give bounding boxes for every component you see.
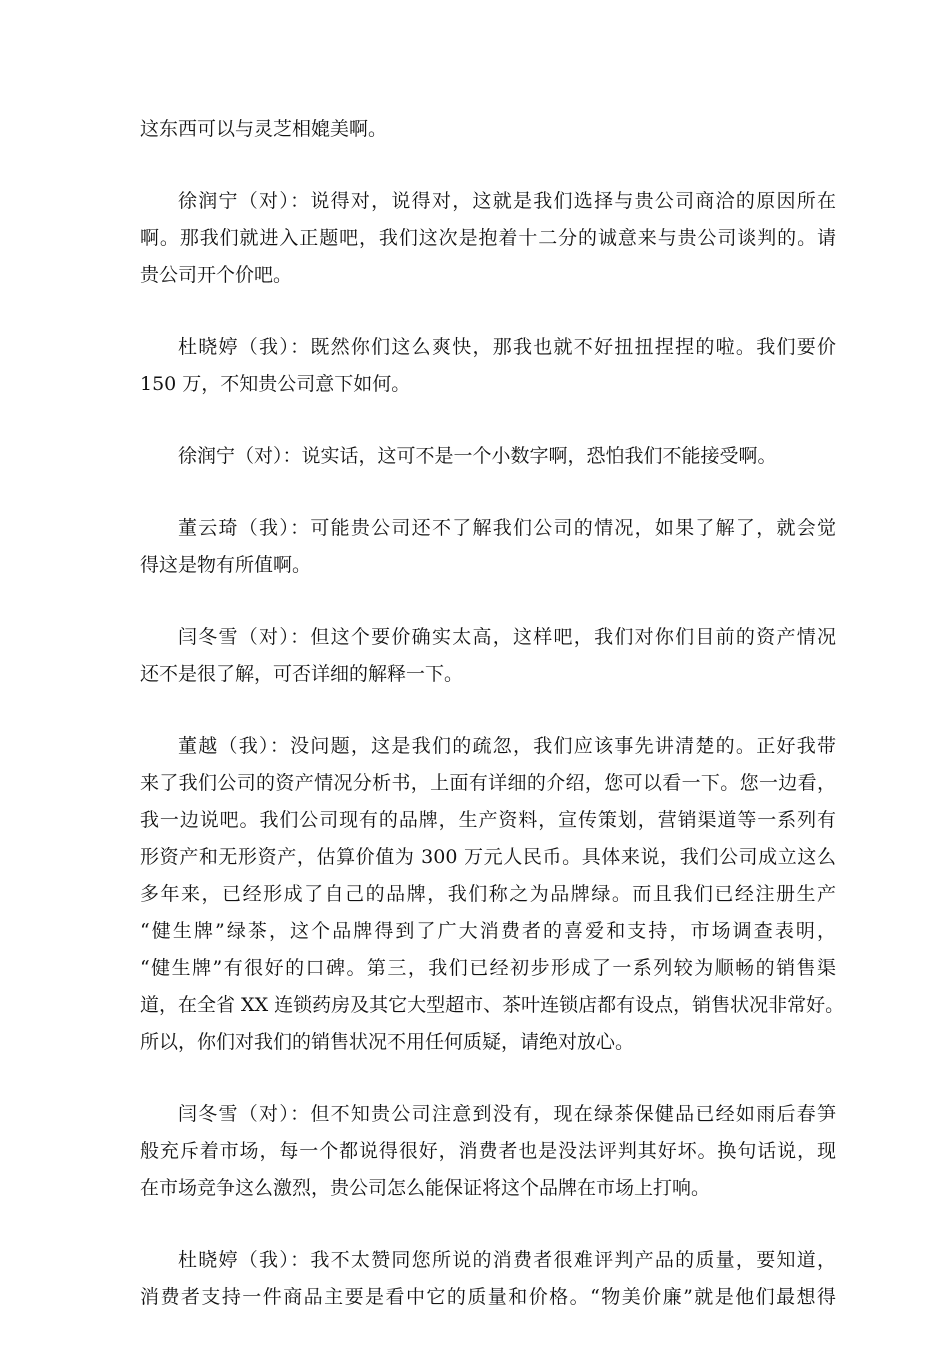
paragraph-8 (140, 1096, 836, 1207)
text-line: 我一边说吧。我们公司现有的品牌，生产资料，宣传策划，营销渠道等一系列有 (140, 809, 836, 831)
text-line: 来了我们公司的资产情况分析书，上面有详细的介绍，您可以看一下。您一边看， (140, 772, 836, 794)
text-line: 徐润宁（对）：说实话，这可不是一个小数字啊，恐怕我们不能接受啊。 (178, 445, 777, 467)
text-line: 贵公司开个价吧。 (140, 264, 293, 286)
text-line: 形资产和无形资产，估算价值为 300 万元人民币。具体来说，我们公司成立这么 (140, 846, 836, 868)
paragraph-3 (140, 329, 836, 403)
paragraph-9 (140, 1242, 836, 1316)
text-line: 般充斥着市场，每一个都说得很好，消费者也是没法评判其好坏。换句话说，现 (140, 1140, 836, 1162)
text-line: 得这是物有所值啊。 (140, 554, 312, 576)
text-line: 董越（我）：没问题，这是我们的疏忽，我们应该事先讲清楚的。正好我带 (178, 735, 836, 757)
text-line: 还不是很了解，可否详细的解释一下。 (140, 663, 464, 685)
text-line: “健生牌”绿茶，这个品牌得到了广大消费者的喜爱和支持，市场调查表明， (140, 920, 836, 942)
paragraph-6 (140, 619, 836, 693)
text-line: 所以，你们对我们的销售状况不用任何质疑，请绝对放心。 (140, 1031, 635, 1053)
text-line: 这东西可以与灵芝相媲美啊。 (140, 118, 388, 140)
text-line: 杜晓婷（我）：既然你们这么爽快，那我也就不好扭扭捏捏的啦。我们要价 (178, 336, 836, 358)
text-line: 杜晓婷（我）：我不太赞同您所说的消费者很难评判产品的质量，要知道， (178, 1249, 836, 1271)
paragraph-5 (140, 510, 836, 584)
paragraph-7 (140, 728, 845, 1061)
text-line: 150 万，不知贵公司意下如何。 (140, 373, 411, 395)
paragraph-4 (140, 438, 836, 475)
text-line: 徐润宁（对）：说得对，说得对，这就是我们选择与贵公司商洽的原因所在 (178, 190, 836, 212)
text-line: 道，在全省 XX 连锁药房及其它大型超市、茶叶连锁店都有设点，销售状况非常好。 (140, 994, 845, 1016)
paragraph-2 (140, 183, 836, 294)
text-line: “健生牌”有很好的口碑。第三，我们已经初步形成了一系列较为顺畅的销售渠 (140, 957, 836, 979)
text-line: 在市场竞争这么激烈，贵公司怎么能保证将这个品牌在市场上打响。 (140, 1177, 711, 1199)
text-line: 消费者支持一件商品主要是看中它的质量和价格。“物美价廉”就是他们最想得 (140, 1286, 836, 1308)
text-line: 董云琦（我）：可能贵公司还不了解我们公司的情况，如果了解了，就会觉 (178, 517, 836, 539)
paragraph-1 (140, 111, 836, 148)
text-line: 闫冬雪（对）：但这个要价确实太高，这样吧，我们对你们目前的资产情况 (178, 626, 836, 648)
text-line: 闫冬雪（对）：但不知贵公司注意到没有，现在绿茶保健品已经如雨后春笋 (178, 1103, 836, 1125)
document-body (140, 111, 845, 1351)
text-line: 多年来，已经形成了自己的品牌，我们称之为品牌绿。而且我们已经注册生产 (140, 883, 836, 905)
text-line: 啊。那我们就进入正题吧，我们这次是抱着十二分的诚意来与贵公司谈判的。请 (140, 227, 836, 249)
